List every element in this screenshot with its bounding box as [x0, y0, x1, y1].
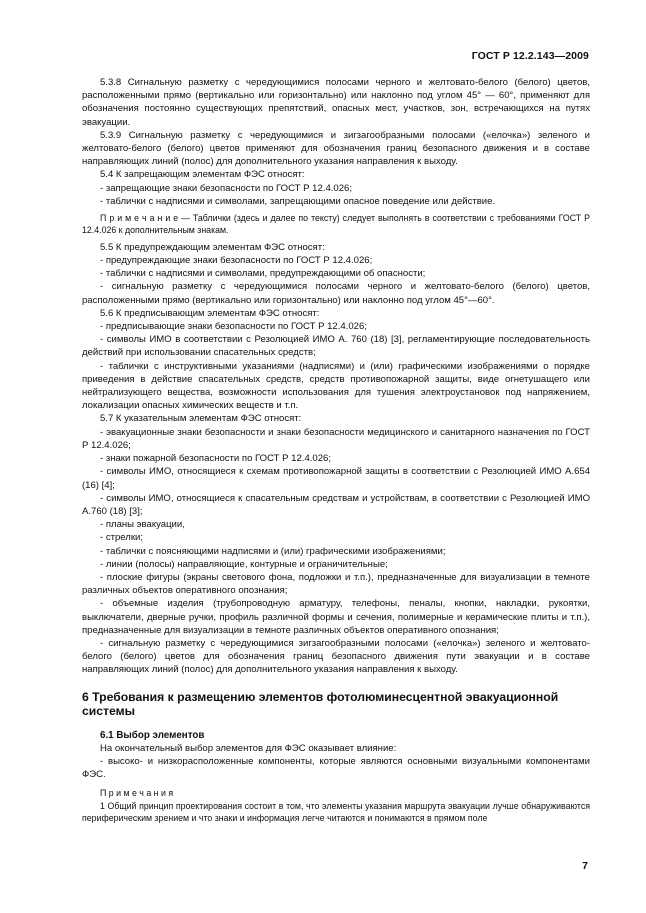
- note-text: — Таблички (здесь и далее по тексту) следует выполнять в соответствии с требованиями ГОСТ Р 12.4.026 к дополнительным знакам.: [82, 213, 590, 236]
- clause-5-4: 5.4 К запрещающим элементам ФЭС относят:: [100, 169, 305, 181]
- clause-5-3-9: 5.3.9 Сигнальную разметку с чередующимися и зигзагообразными полосами («елочка») зеленого и желтовато-белого (белого) цветов применяют для обозначения границ безопасного движения и в составе направляющих линий (полос) для дополнительного указания направления к выходу.: [82, 129, 590, 168]
- page-number: 7: [582, 860, 588, 872]
- list-item: - таблички с надписями и символами, предупреждающими об опасности;: [100, 268, 426, 280]
- list-item: - таблички с надписями и символами, запрещающими опасное поведение или действие.: [100, 195, 496, 207]
- list-item: - сигнальную разметку с чередующимися зигзагообразными полосами («елочка») зеленого и желтовато-белого (белого) цветов для обозначения границ безопасного движения пути эвакуации и в составе направляющих линий (полос) для дополнительного указания направления к выходу.: [82, 637, 590, 676]
- clause-5-5: 5.5 К предупреждающим элементам ФЭС относят:: [100, 241, 325, 253]
- clause-5-7: 5.7 К указательным элементам ФЭС относят:: [100, 413, 302, 425]
- list-item: - предписывающие знаки безопасности по ГОСТ Р 12.4.026;: [100, 321, 367, 333]
- list-item: - предупреждающие знаки безопасности по ГОСТ Р 12.4.026;: [100, 255, 373, 267]
- list-item: - символы ИМО в соответствии с Резолюцией ИМО А. 760 (18) [3], регламентирующие последовательность действий при использовании спасательных средств;: [82, 334, 590, 359]
- clause-5-6: 5.6 К предписывающим элементам ФЭС относят:: [100, 307, 320, 319]
- notes-label: П р и м е ч а н и я: [100, 788, 174, 799]
- list-item: - символы ИМО, относящиеся к спасательным средствам и устройствам, в соответствии с Резолюцией ИМО А.760 (18) [3];: [82, 492, 590, 517]
- list-item: - объемные изделия (трубопроводную арматуру, телефоны, пеналы, кнопки, накладки, рукоятки, выключатели, дверные ручки, профиль различной формы и сечения, полимерные и керамические плиты и т.п.), предназначенные для визуализации в темноте различных объектов оперативного опознания;: [82, 598, 590, 636]
- document-body: [82, 76, 590, 824]
- clause-6-1-intro: На окончательный выбор элементов для ФЭС оказывает влияние:: [100, 742, 397, 754]
- list-item: - высоко- и низкорасположенные компоненты, которые являются основными визуальными компонентами ФЭС.: [82, 755, 590, 780]
- document-header: ГОСТ Р 12.2.143—2009: [471, 50, 589, 62]
- list-item: - плоские фигуры (экраны светового фона, подложки и т.п.), предназначенные для визуализации в темноте различных объектов оперативного опознания;: [82, 571, 590, 597]
- list-item: - сигнальную разметку с чередующимися полосами черного и желтовато-белого (белого) цветов, расположенными прямо (вертикально или горизонтально) или наклонно под углом 45°—60°.: [82, 281, 590, 306]
- list-item: - линии (полосы) направляющие, контурные и ограничительные;: [100, 558, 388, 570]
- list-item: - таблички с инструктивными указаниями (надписями) и (или) графическими изображениями о порядке приведения в действие спасательных средств, средств противопожарной защиты, виде огнетушащего или нейтрализующего вещества, возможности использования для тушения электроустановок под напряжением, локализации опасных химических веществ и т.п.: [82, 360, 590, 412]
- section-6-heading: 6 Требования к размещению элементов фотолюминесцентной эвакуационной системы: [82, 689, 559, 719]
- list-item: - планы эвакуации,: [100, 519, 185, 531]
- list-item: - символы ИМО, относящиеся к схемам противопожарной защиты в соответствии с Резолюцией ИМО А.654 (16) [4];: [82, 466, 590, 491]
- list-item: - запрещающие знаки безопасности по ГОСТ Р 12.4.026;: [100, 182, 352, 194]
- list-item: - стрелки;: [100, 532, 144, 544]
- list-item: - таблички с поясняющими надписями и (или) графическими изображениями;: [100, 545, 446, 557]
- note-tablets: [82, 212, 590, 237]
- list-item: - знаки пожарной безопасности по ГОСТ Р 12.4.026;: [100, 453, 331, 465]
- note-label: П р и м е ч а н и е: [100, 213, 179, 224]
- note-1: 1 Общий принцип проектирования состоит в том, что элементы указания маршрута эвакуации лучше обнаруживаются периферическим зрением и что знаки и информация легче читаются и понимаются в прямом поле: [82, 800, 590, 823]
- clause-5-3-8: 5.3.8 Сигнальную разметку с чередующимися полосами черного и желтовато-белого (белого) цветов, расположенными прямо (вертикально или горизонтально) или наклонно под углом 45° — 60°, применяют для обозначения постоянно существующих препятствий, опасных мест, участков, зон, встречающихся на путях эвакуации.: [82, 77, 590, 128]
- subsection-6-1-heading: 6.1 Выбор элементов: [100, 729, 205, 741]
- list-item: - эвакуационные знаки безопасности и знаки безопасности медицинского и санитарного назначения по ГОСТ Р 12.4.026;: [82, 426, 590, 451]
